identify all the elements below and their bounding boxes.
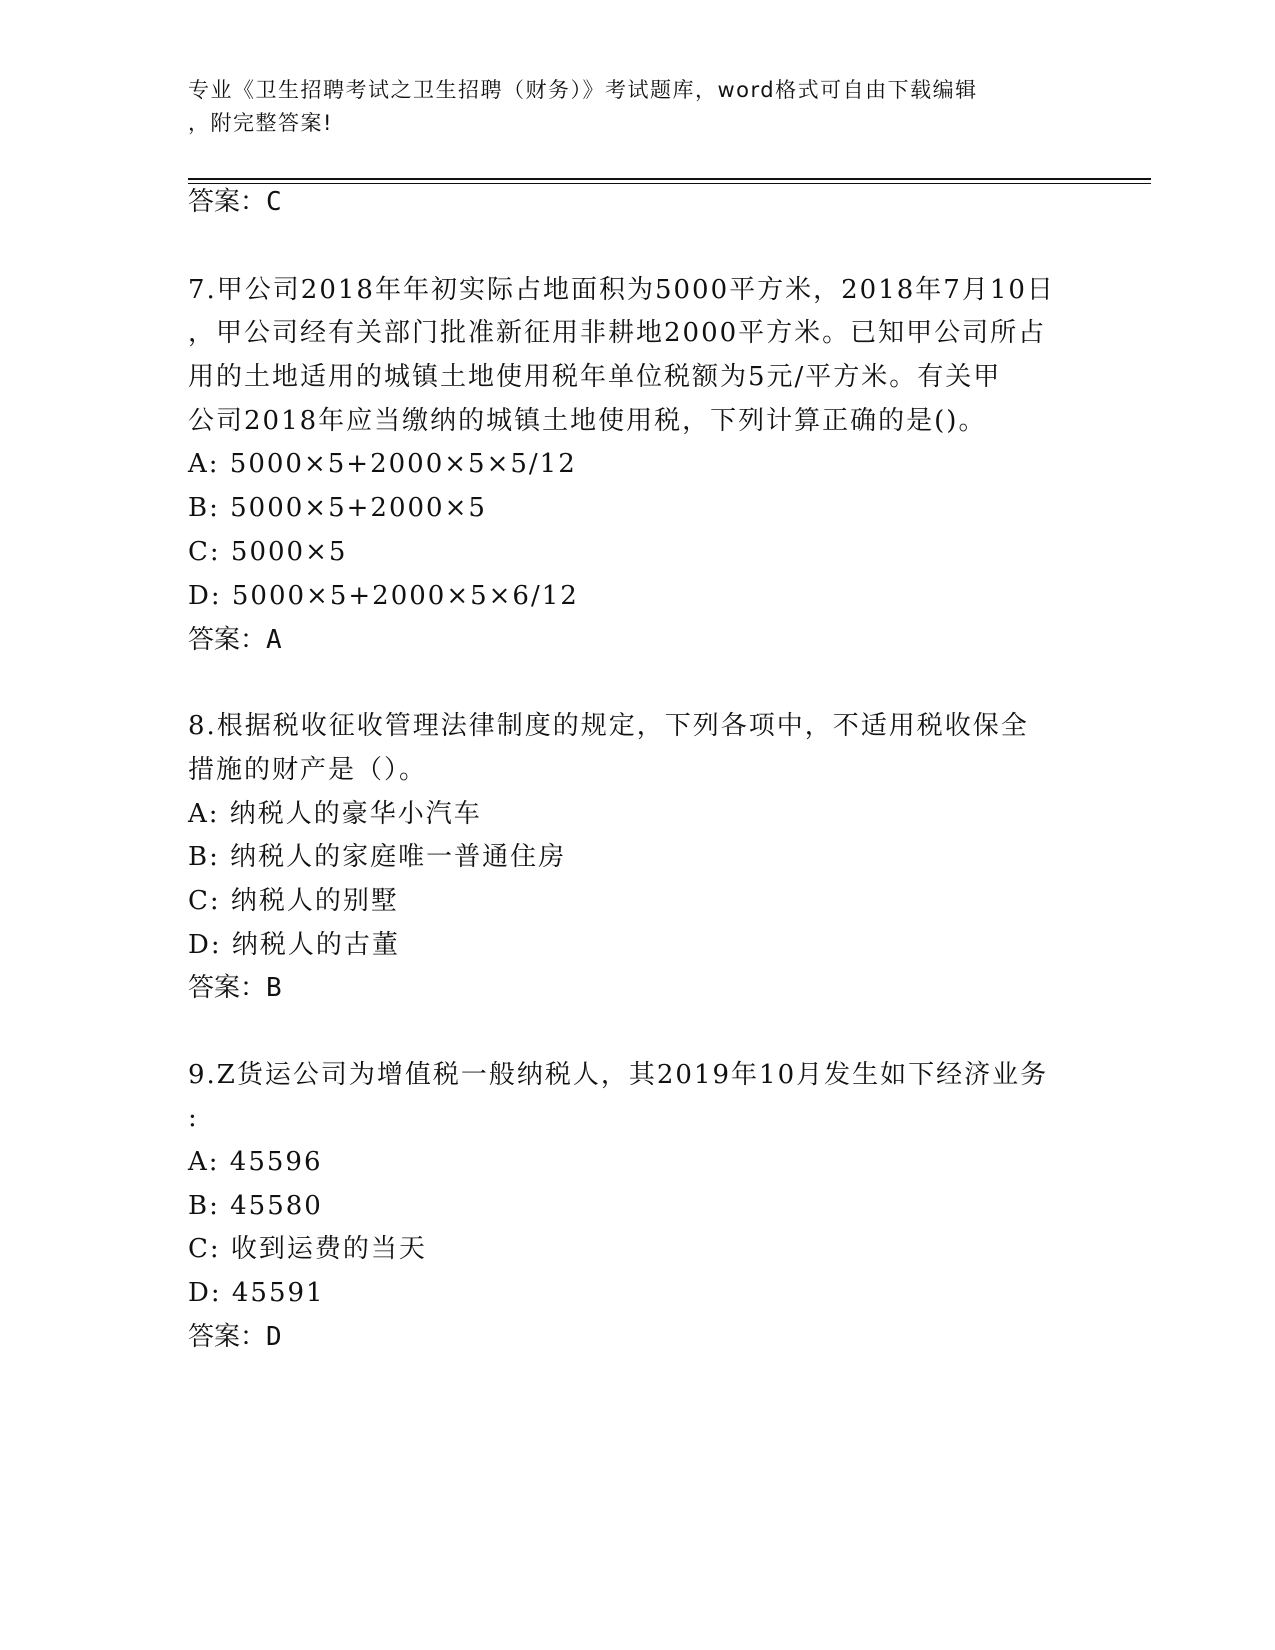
- answer-value: D: [266, 1322, 283, 1352]
- question-text-line: 9.Z货运公司为增值税一般纳税人，其2019年10月发生如下经济业务: [188, 1060, 1049, 1090]
- answer: [188, 622, 283, 658]
- answer-label: 答案：: [188, 1322, 267, 1352]
- question-text-line: :: [188, 1103, 199, 1133]
- answer-label: 答案：: [188, 625, 267, 655]
- header-divider-thin: [188, 183, 1151, 184]
- answer-label: 答案：: [188, 187, 267, 217]
- option-a: A: 纳税人的豪华小汽车: [188, 799, 482, 829]
- question-text-line: 7.甲公司2018年年初实际占地面积为5000平方米，2018年7月10日: [188, 275, 1055, 305]
- answer: [188, 970, 283, 1006]
- question-text-line: 措施的财产是（）。: [188, 755, 428, 785]
- option-b: B: 5000×5+2000×5: [188, 493, 487, 523]
- option-b: B: 45580: [188, 1191, 323, 1221]
- answer-label: 答案：: [188, 973, 267, 1003]
- header-text: [188, 74, 1068, 140]
- question-text-line: ，甲公司经有关部门批准新征用非耕地2000平方米。已知甲公司所占: [188, 318, 1047, 348]
- question-text-line: 公司2018年应当缴纳的城镇土地使用税，下列计算正确的是()。: [188, 406, 987, 436]
- header-divider-thick: [188, 178, 1151, 180]
- answer: [188, 1319, 283, 1355]
- option-c: C: 收到运费的当天: [188, 1234, 427, 1264]
- question-text-line: 用的土地适用的城镇土地使用税年单位税额为5元/平方米。有关甲: [188, 362, 1002, 392]
- option-a: A: 5000×5+2000×5×5/12: [188, 449, 577, 479]
- header-line-1: 专业《卫生招聘考试之卫生招聘（财务）》考试题库，word格式可自由下载编辑: [188, 78, 978, 102]
- header-line-2: ，附完整答案!: [188, 111, 333, 135]
- option-a: A: 45596: [188, 1147, 323, 1177]
- answer-value: C: [266, 187, 283, 217]
- option-d: D: 45591: [188, 1278, 325, 1308]
- option-b: B: 纳税人的家庭唯一普通住房: [188, 842, 567, 872]
- previous-answer: [188, 184, 283, 220]
- option-d: D: 5000×5+2000×5×6/12: [188, 581, 579, 611]
- option-d: D: 纳税人的古董: [188, 930, 400, 960]
- option-c: C: 5000×5: [188, 537, 348, 567]
- answer-value: B: [266, 973, 283, 1003]
- option-c: C: 纳税人的别墅: [188, 886, 399, 916]
- question-text-line: 8.根据税收征收管理法律制度的规定，下列各项中，不适用税收保全: [188, 711, 1029, 741]
- answer-value: A: [266, 625, 283, 655]
